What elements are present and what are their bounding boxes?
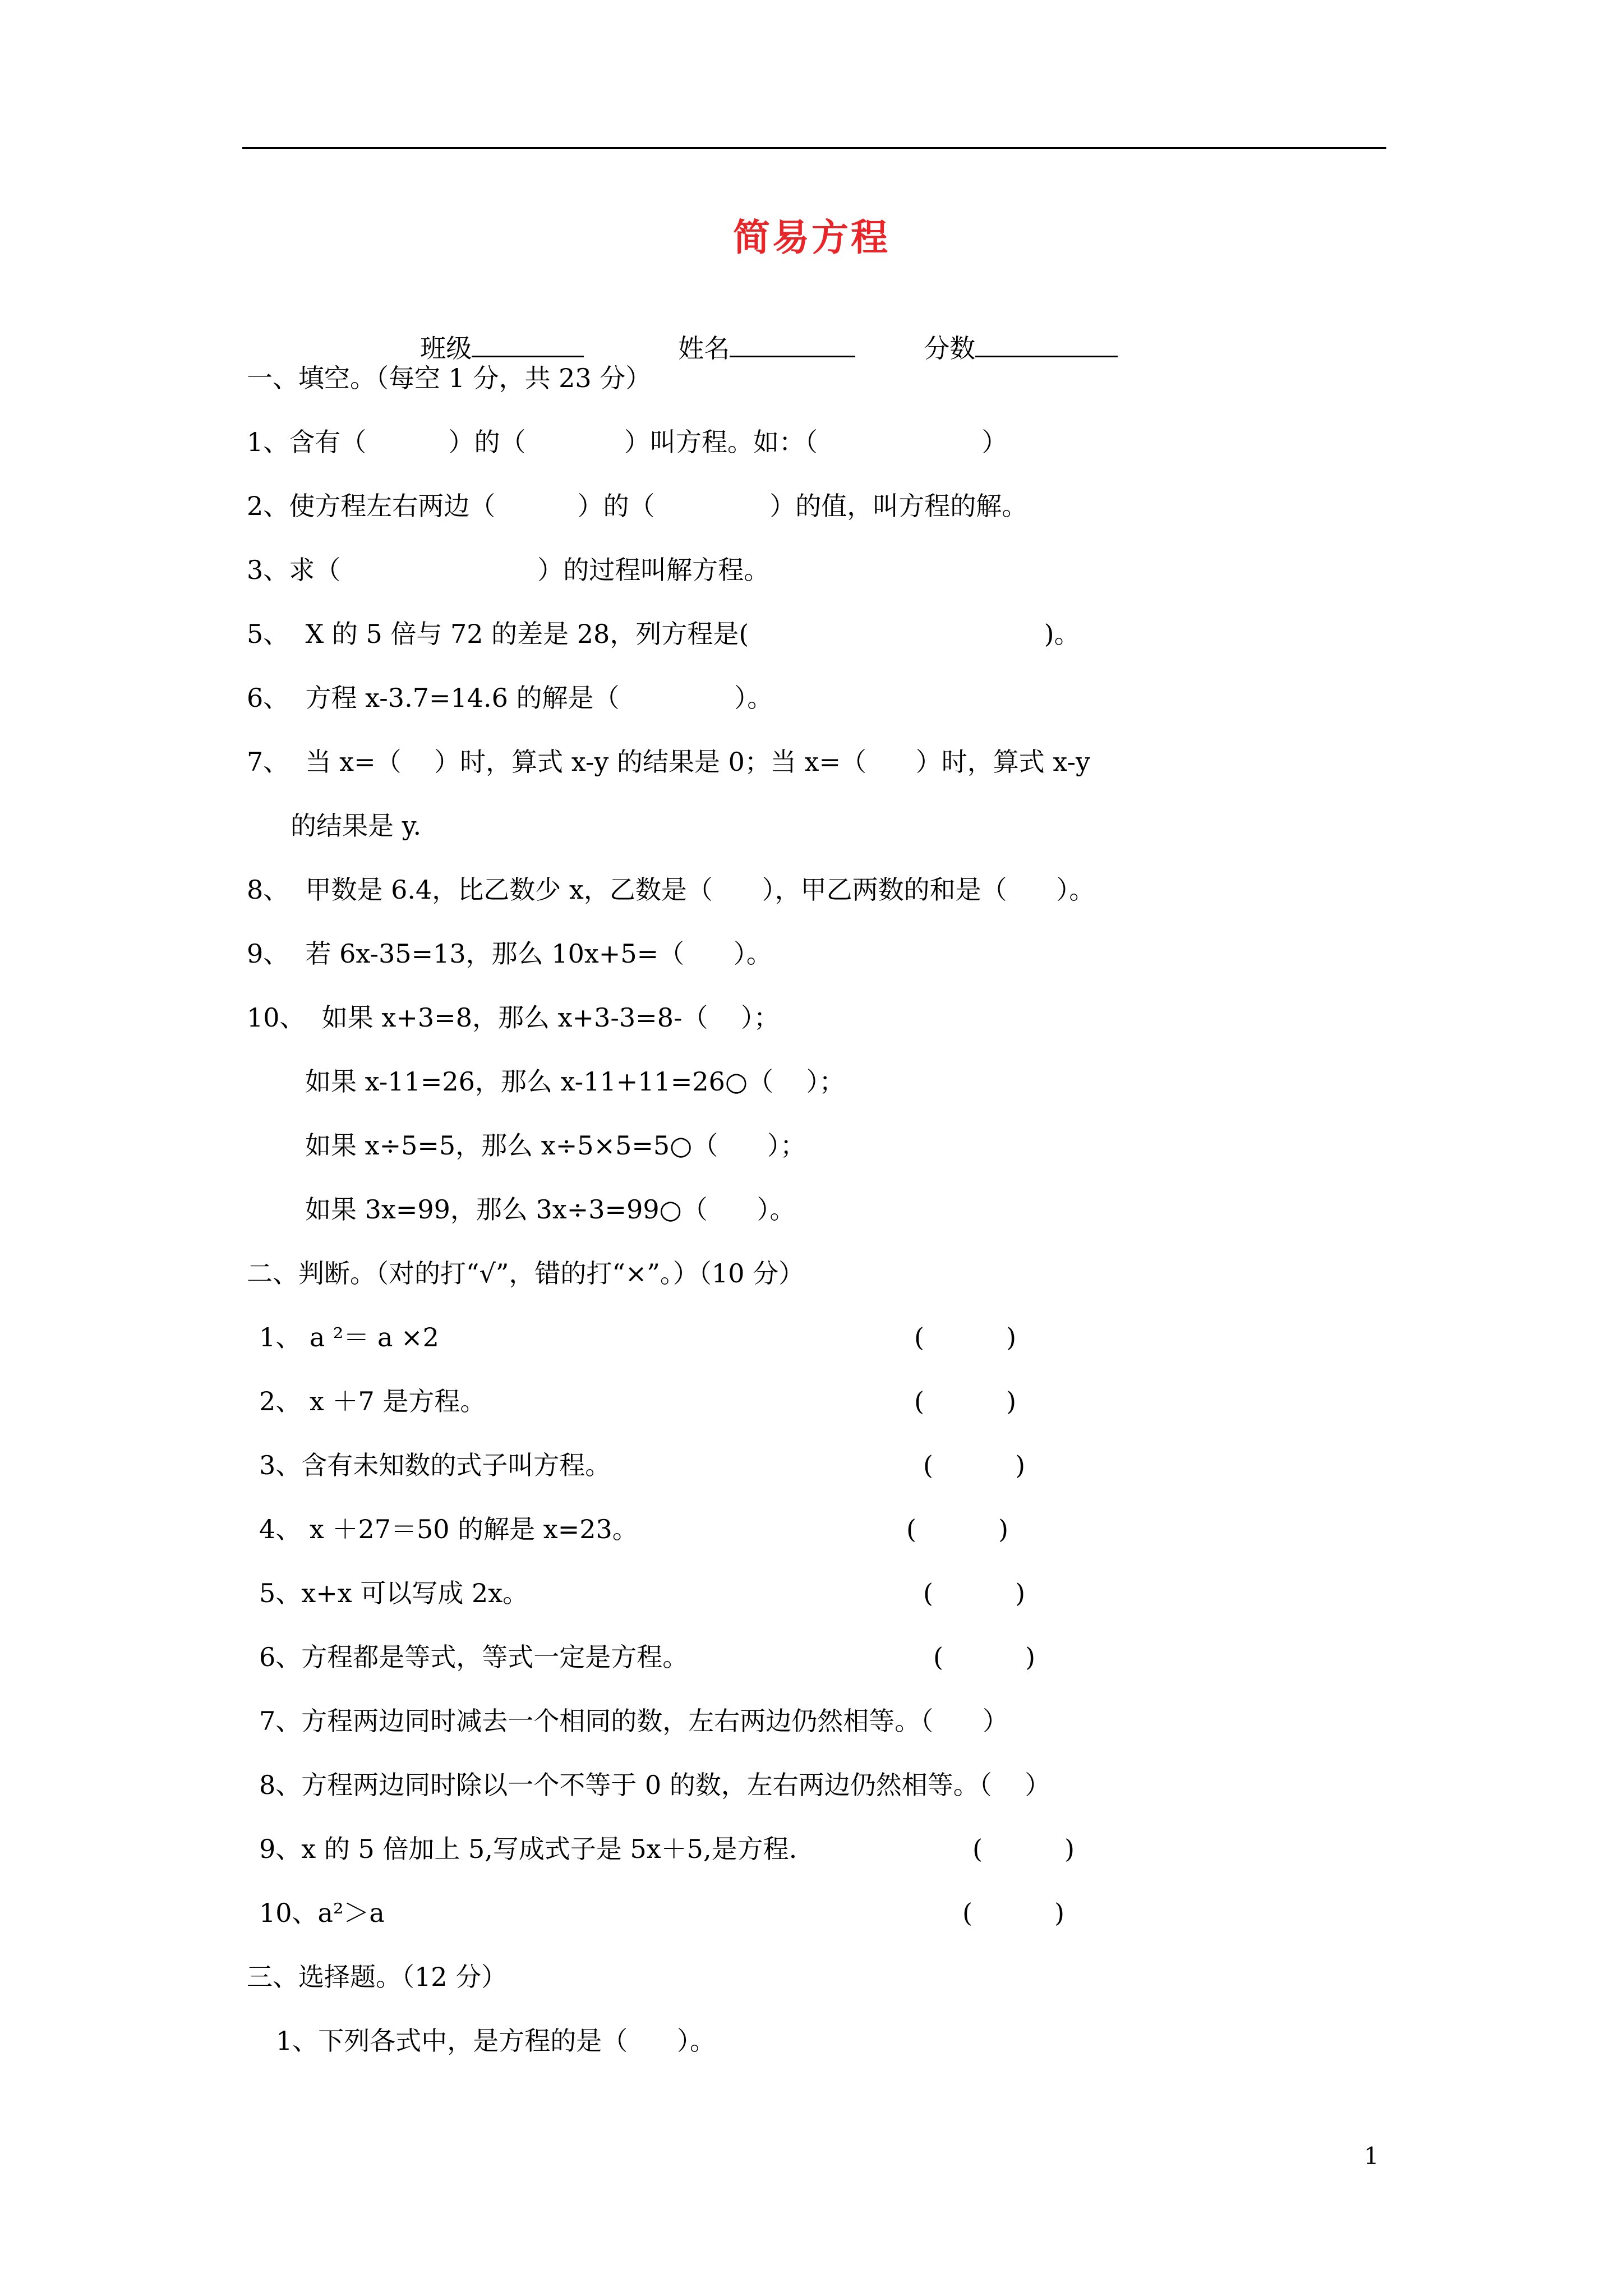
fill-question-subline: 如果 x÷5=5，那么 x÷5×5=5○（ ）； [305, 1130, 806, 1161]
info-field-score [907, 296, 1118, 365]
fill-question: 1、含有（ ）的（ ）叫方程。如：（ ） [247, 427, 1008, 457]
fill-question: 9、 若 6x-35=13，那么 10x+5=（ ）。 [247, 938, 772, 969]
score-blank[interactable] [975, 330, 1118, 357]
judge-question: 6、方程都是等式，等式一定是方程。 [259, 1642, 689, 1672]
fill-question: 5、 X 的 5 倍与 72 的差是 28，列方程是( )。 [247, 619, 1080, 649]
judge-answer-box[interactable]: ( ) [933, 1642, 1036, 1672]
judge-answer-box[interactable]: ( ) [962, 1898, 1065, 1928]
judge-answer-box[interactable]: ( ) [923, 1450, 1026, 1480]
class-blank[interactable] [472, 330, 584, 357]
judge-question: 2、 x ＋7 是方程。 [259, 1386, 486, 1416]
info-field-class [404, 296, 584, 365]
fill-question-subline: 如果 3x=99，那么 3x÷3=99○（ ）。 [305, 1194, 796, 1225]
judge-answer-box[interactable]: ( ) [914, 1322, 1017, 1352]
choice-question: 1、下列各式中，是方程的是（ ）。 [276, 2026, 716, 2056]
judge-question: 9、x 的 5 倍加上 5,写成式子是 5x＋5,是方程. [259, 1834, 797, 1864]
info-field-label: 分数 [924, 333, 976, 364]
judge-question: 1、 a ²＝ a ×2 [259, 1322, 439, 1352]
fill-question: 6、 方程 x-3.7=14.6 的解是（ ）。 [247, 683, 773, 713]
judge-question: 5、x+x 可以写成 2x。 [259, 1578, 529, 1608]
info-field-label: 姓名 [678, 333, 730, 364]
fill-question: 2、使方程左右两边（ ）的（ ）的值，叫方程的解。 [247, 491, 1028, 521]
judge-question: 10、a²＞a [259, 1898, 385, 1928]
judge-question: 3、含有未知数的式子叫方程。 [259, 1450, 611, 1480]
fill-question: 8、 甲数是 6.4，比乙数少 x，乙数是（ ），甲乙两数的和是（ ）。 [247, 875, 1095, 905]
section3-heading: 三、选择题。（12 分） [247, 1962, 508, 1992]
info-field-name [662, 296, 855, 365]
page-number: 1 [1364, 2142, 1379, 2170]
fill-question: 10、 如果 x+3=8，那么 x+3-3=8-（ ）； [247, 1002, 780, 1033]
fill-question-continuation: 的结果是 y. [291, 811, 422, 841]
section2-heading: 二、判断。（对的打“√”，错的打“×”。）（10 分） [247, 1258, 805, 1289]
section1-heading: 一、填空。（每空 1 分，共 23 分） [247, 363, 652, 393]
judge-answer-box[interactable]: ( ) [923, 1578, 1026, 1608]
judge-question: 8、方程两边同时除以一个不等于 0 的数，左右两边仍然相等。（ ） [259, 1770, 1051, 1800]
judge-answer-box[interactable]: ( ) [972, 1834, 1075, 1864]
judge-answer-box[interactable]: ( ) [906, 1514, 1009, 1544]
fill-question: 7、 当 x=（ ）时，算式 x-y 的结果是 0；当 x=（ ）时，算式 x-y [247, 747, 1091, 777]
info-field-label: 班级 [420, 333, 472, 364]
judge-question: 4、 x ＋27＝50 的解是 x=23。 [259, 1514, 638, 1544]
document-title: 简易方程 [733, 215, 890, 259]
judge-question: 7、方程两边同时减去一个相同的数，左右两边仍然相等。（ ） [259, 1706, 1008, 1736]
fill-question-subline: 如果 x-11=26，那么 x-11+11=26○（ ）； [305, 1066, 845, 1097]
header-rule [242, 147, 1386, 149]
judge-answer-box[interactable]: ( ) [914, 1386, 1017, 1416]
fill-question: 3、求（ ）的过程叫解方程。 [247, 555, 770, 585]
name-blank[interactable] [730, 330, 855, 357]
